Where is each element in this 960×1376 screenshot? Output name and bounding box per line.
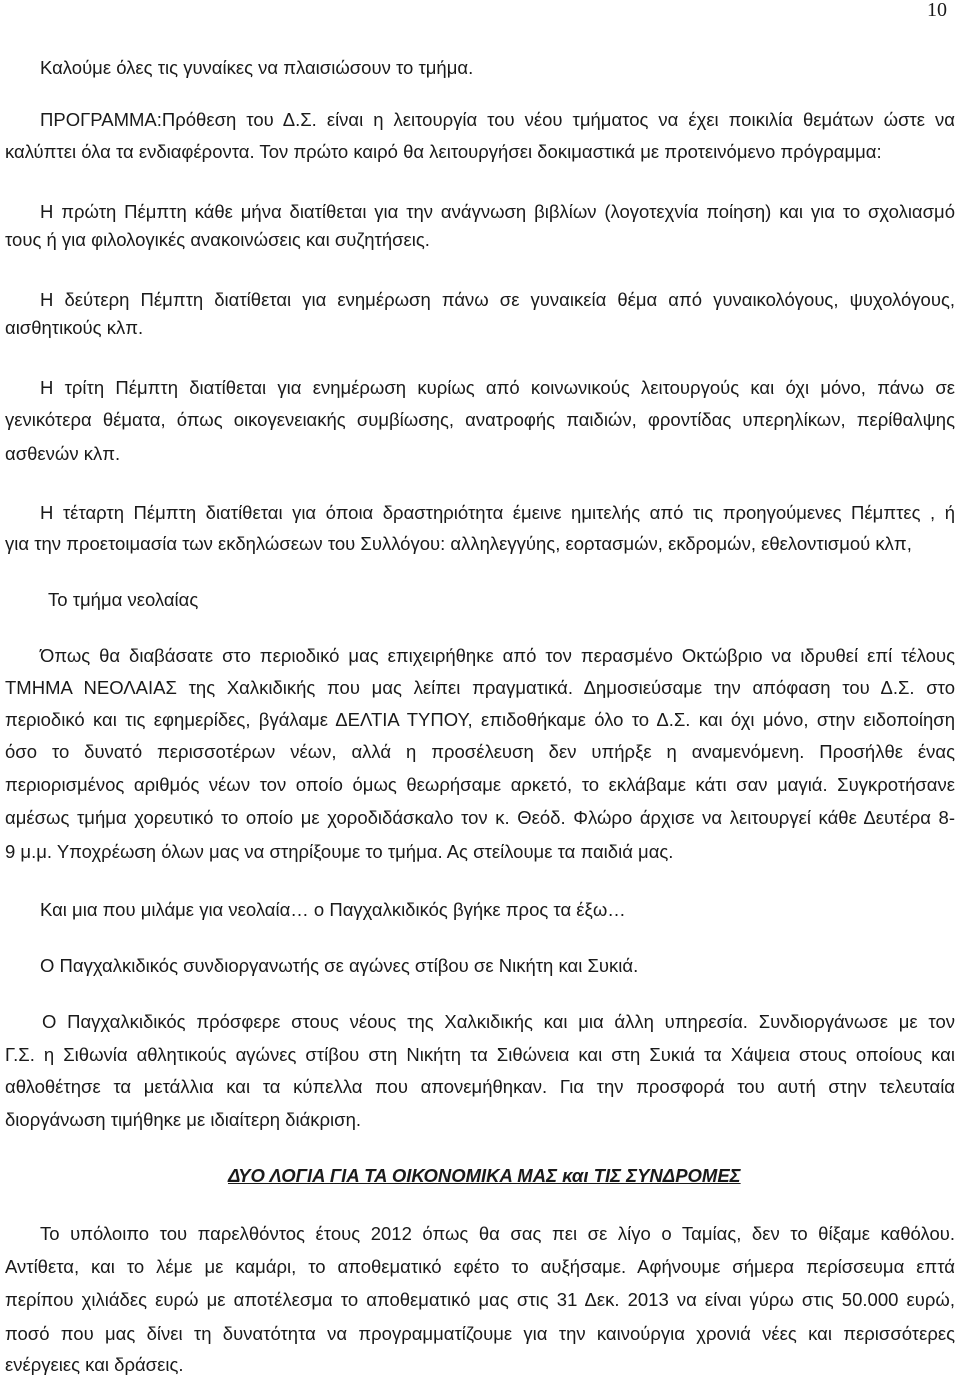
paragraph-line: ΤΜΗΜΑ ΝΕΟΛΑΙΑΣ της Χαλκιδικής που μας λείπει πραγματικά. Δημοσιεύσαμε την απόφαση του Δ.Σ. στο <box>5 677 955 698</box>
section-heading: ΔΥΟ ΛΟΓΙΑ ΓΙΑ ΤΑ ΟΙΚΟΝΟΜΙΚΑ ΜΑΣ και ΤΙΣ ΣΥΝΔΡΟΜΕΣ <box>228 1165 741 1186</box>
paragraph-line: ΠΡΟΓΡΑΜΜΑ:Πρόθεση του Δ.Σ. είναι η λειτουργία του νέου τμήματος να έχει ποικιλία θεμάτων ώστε να <box>40 109 955 130</box>
paragraph-line: Ο Παγχαλκιδικός συνδιοργανωτής σε αγώνες στίβου σε Νικήτη και Συκιά. <box>40 955 639 976</box>
paragraph-line: ασθενών κλπ. <box>5 443 121 464</box>
paragraph-line: αθλοθέτησε τα μετάλλια και τα κύπελλα που απονεμήθηκαν. Για την προσφορά του αυτή στην τελευταία <box>5 1076 955 1097</box>
paragraph-line: τους ή για φιλολογικές ανακοινώσεις και συζητήσεις. <box>5 229 430 250</box>
paragraph-line: για την προετοιμασία των εκδηλώσεων του Συλλόγου: αλληλεγγύης, εορτασμών, εκδρομών, εθελοντισμού κλπ, <box>5 533 912 554</box>
section-title: Το τμήμα νεολαίας <box>48 589 199 610</box>
paragraph-line: περιοδικό και τις εφημερίδες, βγάλαμε ΔΕΛΤΙΑ ΤΥΠΟΥ, επιδοθήκαμε όλο το Δ.Σ. και όχι μόνο, στην ειδοποίηση <box>5 709 955 730</box>
paragraph-line: Η δεύτερη Πέμπτη διατίθεται για ενημέρωση πάνω σε γυναικεία θέμα από γυναικολόγους, ψυχολόγους, <box>40 289 955 310</box>
paragraph-line: αμέσως τμήμα χορευτικό το οποίο με χοροδιδάσκαλο τον κ. Θεόδ. Φλώρο άρχισε να λειτουργεί κάθε Δευτέρα 8- <box>5 807 955 828</box>
paragraph-line: γενικότερα θέματα, όπως οικογενειακής συμβίωσης, ανατροφής παιδιών, φροντίδας υπερηλίκων, περίθαλψης <box>5 409 955 430</box>
paragraph-line: Και μια που μιλάμε για νεολαία… ο Παγχαλκιδικός βγήκε προς τα έξω… <box>40 899 626 920</box>
paragraph-line: Η τέταρτη Πέμπτη διατίθεται για όποια δραστηριότητα έμεινε ημιτελής από τις προηγούμενες Πέμπτες , ή <box>40 502 955 523</box>
paragraph-line: Η τρίτη Πέμπτη διατίθεται για ενημέρωση κυρίως από κοινωνικούς λειτουργούς και όχι μόνο, πάνω σε <box>40 377 955 398</box>
paragraph-line: όσο το δυνατό περισσοτέρων νέων, αλλά η προσέλευση δεν υπήρξε η αναμενόμενη. Προσήλθε ένας <box>5 741 955 762</box>
paragraph-line: περιορισμένος αριθμός νέων τον οποίο όμως θεωρήσαμε αρκετό, το εκλάβαμε κάτι σαν μαγιά. Συγκροτήσανε <box>5 774 955 795</box>
paragraph-line: Όπως θα διαβάσατε στο περιοδικό μας επιχειρήθηκε από τον περασμένο Οκτώβριο να ιδρυθεί επί τέλους <box>40 645 955 666</box>
paragraph-line: περίπου χιλιάδες ευρώ με αποτέλεσμα το αποθεματικό μας στις 31 Δεκ. 2013 να είναι γύρω στις 50.000 ευρώ, <box>5 1289 955 1310</box>
paragraph-line: Καλούμε όλες τις γυναίκες να πλαισιώσουν το τμήμα. <box>40 57 474 78</box>
paragraph-line: Το υπόλοιπο του παρελθόντος έτους 2012 όπως θα σας πει σε λίγο ο Ταμίας, δεν το θίξαμε καθόλου. <box>40 1223 955 1244</box>
paragraph-line: Αντίθετα, και το λέμε με καμάρι, το αποθεματικό εφέτο το αυξήσαμε. Αφήνουμε σήμερα περίσσευμα επτά <box>5 1256 955 1277</box>
paragraph-line: ποσό που μας δίνει τη δυνατότητα να προγραμματίζουμε για την καινούργια χρονιά νέες και περισσότερες <box>5 1323 955 1344</box>
paragraph-line: ενέργειες και δράσεις. <box>5 1354 184 1375</box>
paragraph-line: διοργάνωση τιμήθηκε με ιδιαίτερη διάκριση. <box>5 1109 361 1130</box>
paragraph-line: Η πρώτη Πέμπτη κάθε μήνα διατίθεται για την ανάγνωση βιβλίων (λογοτεχνία ποίηση) και για το σχολιασμό <box>40 201 955 222</box>
paragraph-line: Ο Παγχαλκιδικός πρόσφερε στους νέους της Χαλκιδικής και μια άλλη υπηρεσία. Συνδιοργάνωσε με τον <box>42 1011 955 1032</box>
paragraph-line: αισθητικούς κλπ. <box>5 317 144 338</box>
page-number: 10 <box>927 0 947 21</box>
paragraph-line: Γ.Σ. η Σιθωνία αθλητικούς αγώνες στίβου στη Νικήτη τα Σιθώνεια και στη Συκιά τα Χάψεια στους οποίους και <box>5 1044 955 1065</box>
paragraph-line: 9 μ.μ. Υποχρέωση όλων μας να στηρίξουμε το τμήμα. Ας στείλουμε τα παιδιά μας. <box>5 841 674 862</box>
paragraph-line: καλύπτει όλα τα ενδιαφέροντα. Τον πρώτο καιρό θα λειτουργήσει δοκιμαστικά με προτεινόμενο πρόγραμμα: <box>5 141 882 162</box>
